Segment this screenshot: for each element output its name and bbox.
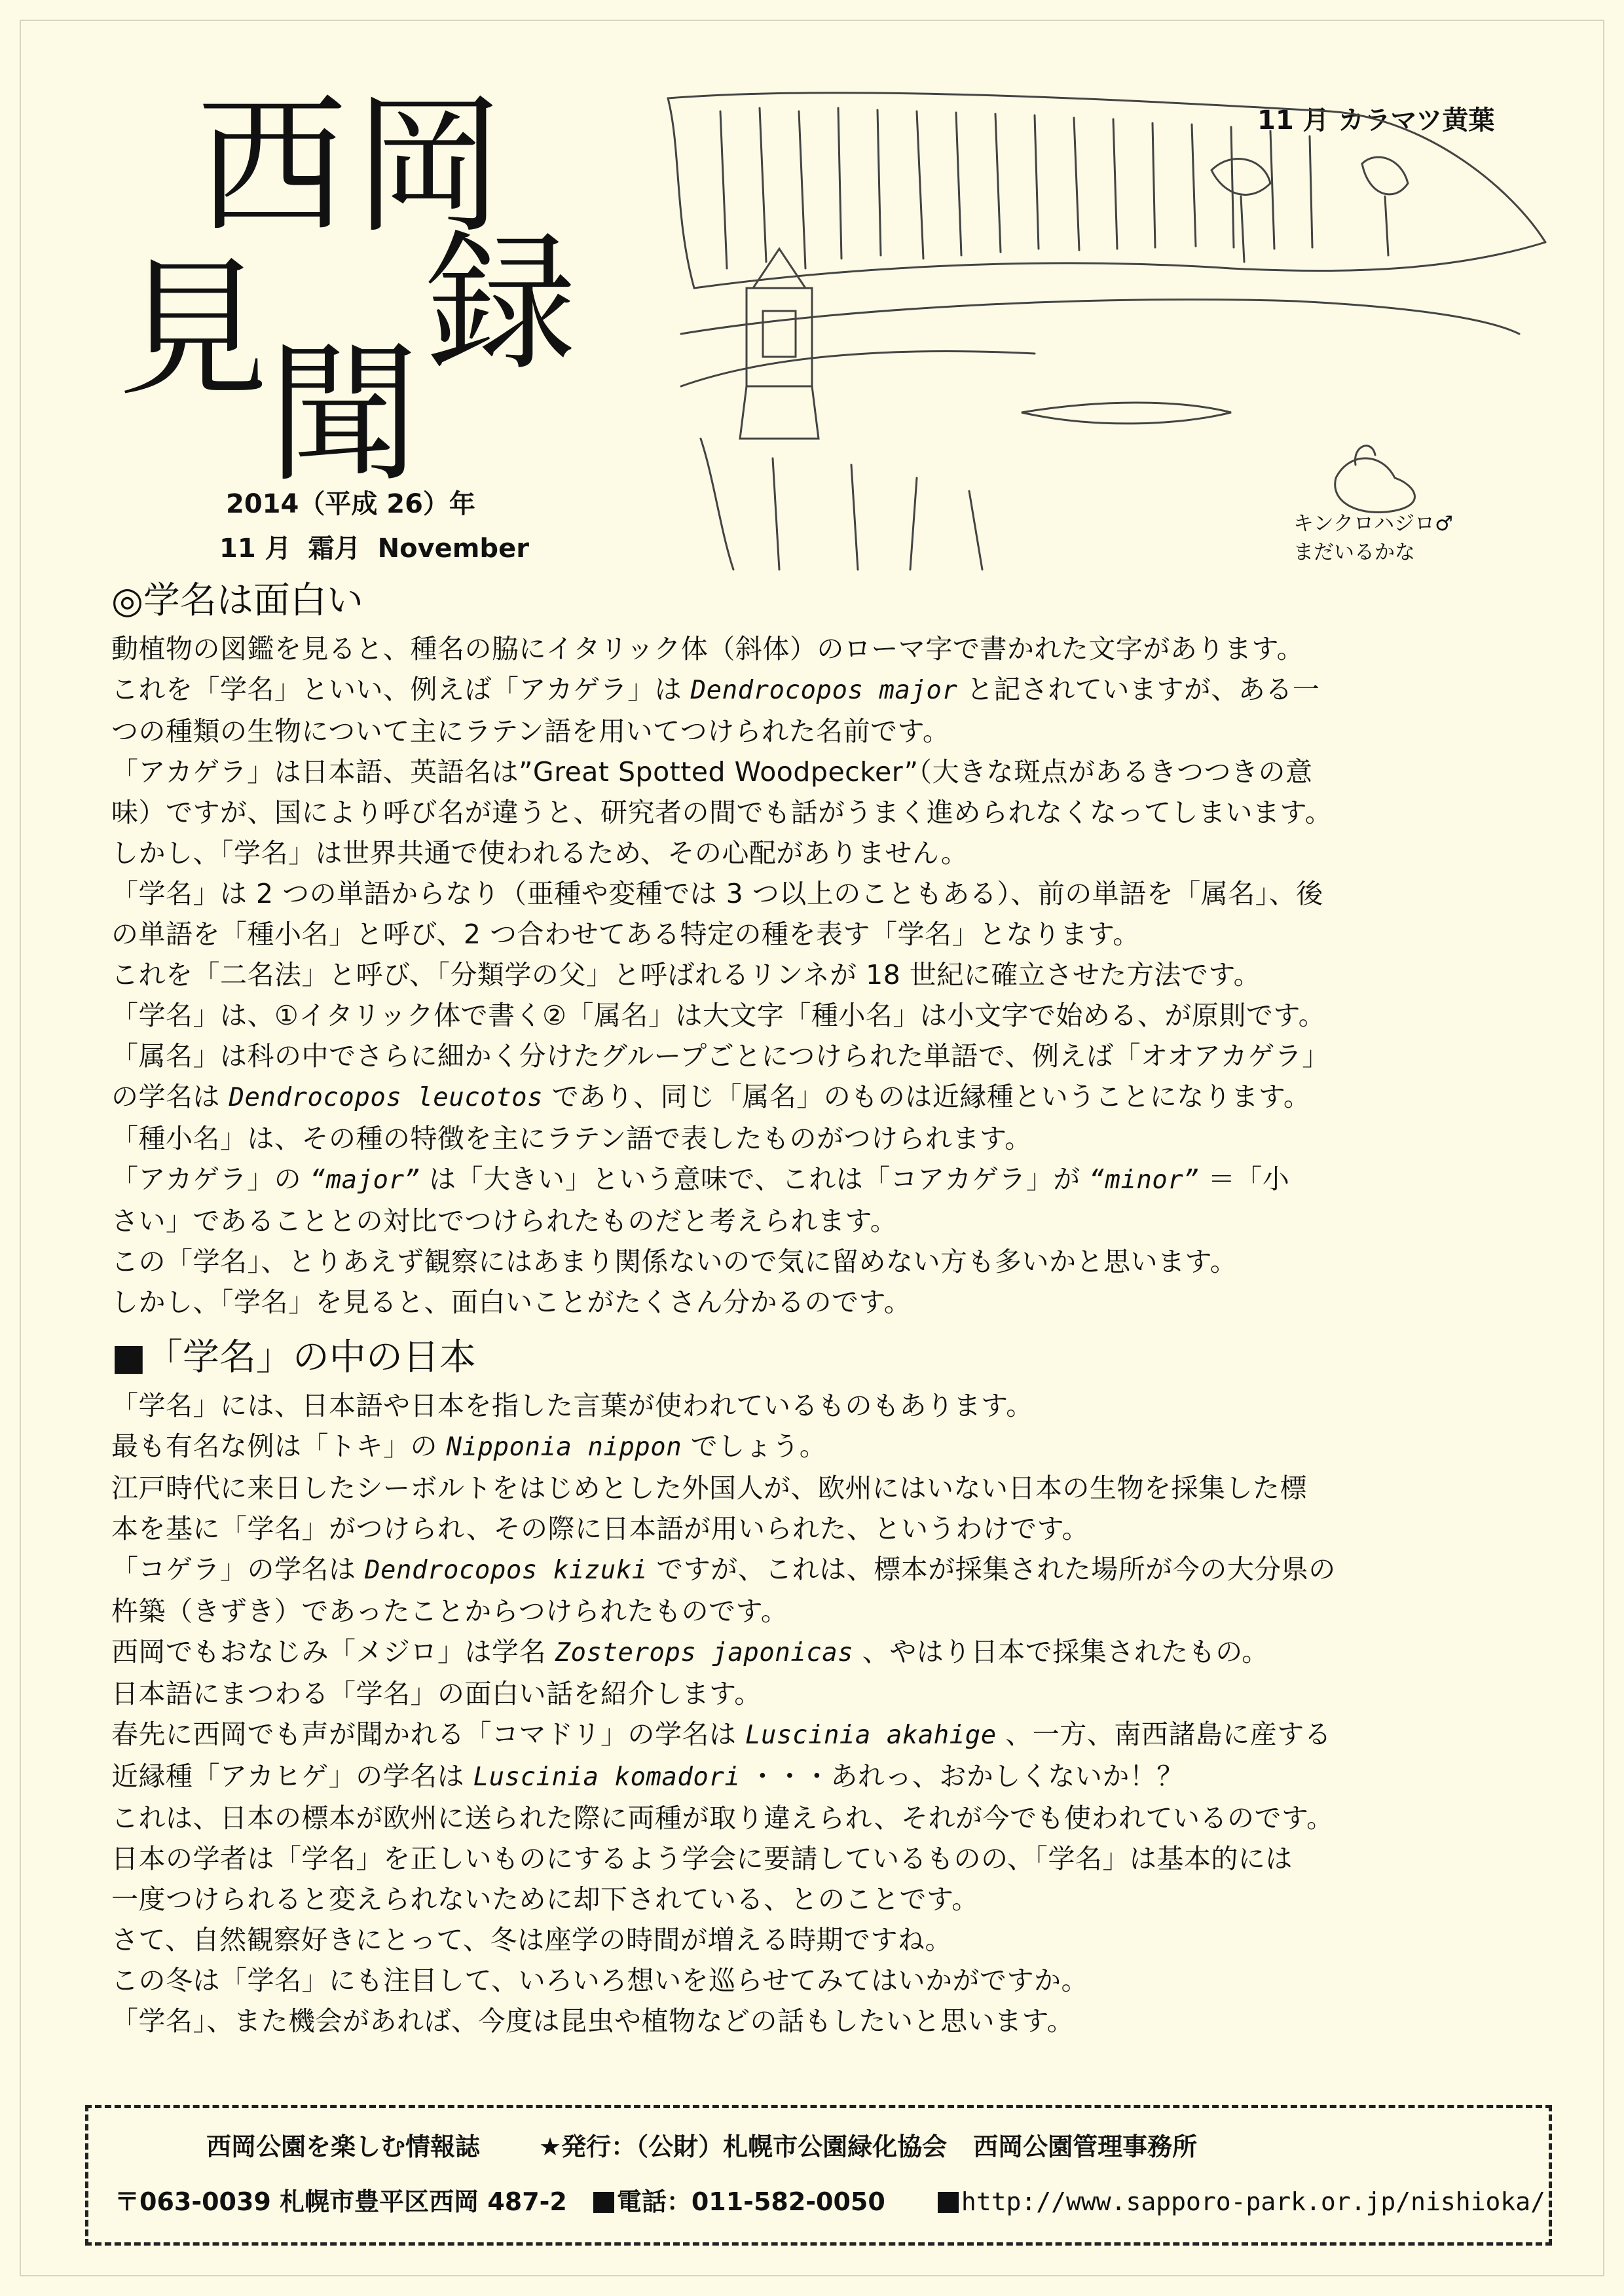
section-heading-japan-in-names: ■「学名」の中の日本	[111, 1336, 476, 1379]
article-line: しかし、「学名」は世界共通で使われるため、その心配がありません。	[111, 837, 969, 869]
masthead-char-ken: 見	[118, 243, 269, 418]
article-line: 「アカゲラ」の “major” は「大きい」という意味で、これは「コアカゲラ」が “minor” ＝「小	[111, 1163, 1290, 1195]
issue-month-english: November	[377, 534, 529, 564]
publisher-name: ★発行：（公財）札幌市公園緑化協会	[539, 2132, 948, 2161]
article-line: 動植物の図鑑を見ると、種名の脇にイタリック体（斜体）のローマ字で書かれた文字があります。	[111, 633, 1304, 665]
article-line: 「種小名」は、その種の特徴を主にラテン語で表したものがつけられます。	[111, 1123, 1032, 1154]
website-link[interactable]: http://www.sapporo-park.or.jp/nishioka/	[961, 2187, 1546, 2216]
article-line: この冬は「学名」にも注目して、いろいろ想いを巡らせてみてはいかがですか。	[111, 1965, 1088, 1996]
article-line: 「学名」は 2 つの単語からなり（亜種や変種では 3 つ以上のこともある）、前の単語を「属名」、後	[111, 878, 1323, 909]
issue-year: 2014（平成 26）年	[226, 489, 475, 519]
article-line: 味）ですが、国により呼び名が違うと、研究者の間でも話がうまく進められなくなってしまいます。	[111, 797, 1333, 828]
caption-line-2: まだいるかな	[1293, 541, 1415, 564]
phone-number: 電話：011-582-0050	[616, 2187, 885, 2216]
article-line: 「学名」は、①イタリック体で書く②「属名」は大文字「種小名」は小文字で始める、が原則です。	[111, 1000, 1326, 1031]
article-line: つの種類の生物について主にラテン語を用いてつけられた名前です。	[111, 716, 950, 747]
publisher-footer	[85, 2105, 1552, 2246]
article-line: 日本の学者は「学名」を正しいものにするよう学会に要請しているものの、「学名」は基本的には	[111, 1843, 1293, 1874]
article-line: この「学名」、とりあえず観察にはあまり関係ないので気に留めない方も多いかと思います。	[111, 1246, 1238, 1277]
article-line: 「学名」、また機会があれば、今度は昆虫や植物などの話もしたいと思います。	[111, 2005, 1075, 2037]
caption-line-1: キンクロハジロ♂	[1293, 512, 1453, 536]
masthead	[79, 79, 668, 537]
article-line: これは、日本の標本が欧州に送られた際に両種が取り違えられ、それが今でも使われているのです。	[111, 1802, 1334, 1834]
article-line: 「属名」は科の中でさらに細かく分けたグループごとにつけられた単語で、例えば「オオアカゲラ」	[111, 1040, 1329, 1072]
article-line: これを「二名法」と呼び、「分類学の父」と呼ばれるリンネが 18 世紀に確立させた方法です。	[111, 959, 1261, 991]
article-line: の学名は Dendrocopos leucotos であり、同じ「属名」のものは近縁種ということになります。	[111, 1081, 1311, 1112]
article-line: 最も有名な例は「トキ」の Nipponia nippon でしょう。	[111, 1430, 827, 1462]
section-heading-scientific-names: ◎学名は面白い	[111, 579, 363, 622]
masthead-char-bun: 聞	[268, 328, 420, 503]
illustration-caption	[1293, 509, 1453, 567]
newsletter-tagline: 西岡公園を楽しむ情報誌	[206, 2132, 481, 2161]
article-line: 本を基に「学名」がつけられ、その際に日本語が用いられた、というわけです。	[111, 1513, 1090, 1544]
bullet-square-icon	[938, 2192, 959, 2213]
issue-month	[219, 528, 546, 565]
scientific-name: Dendrocopos major	[690, 676, 958, 705]
masthead-char-oka: 岡	[354, 79, 505, 254]
masthead-char-nishi: 西	[196, 79, 348, 254]
scientific-name: Zosterops japonicas	[555, 1638, 854, 1667]
article-line: これを「学名」といい、例えば「アカゲラ」は Dendrocopos major と記されていますが、ある一	[111, 674, 1320, 705]
postal-address: 〒063-0039 札幌市豊平区西岡 487-2	[115, 2187, 567, 2216]
scientific-name: Dendrocopos kizuki	[365, 1556, 648, 1585]
article-line: 江戸時代に来日したシーボルトをはじめとした外国人が、欧州にはいない日本の生物を採集した標	[111, 1472, 1307, 1504]
scientific-name: Dendrocopos leucotos	[229, 1083, 544, 1112]
footer-row-publisher	[206, 2126, 1197, 2162]
issue-month-number: 11 月	[219, 534, 291, 564]
article-line: 一度つけられると変えられないために却下されている、とのことです。	[111, 1884, 979, 1915]
article-line: 「学名」には、日本語や日本を指した言葉が使われているものもあります。	[111, 1390, 1033, 1421]
article-line: 春先に西岡でも声が聞かれる「コマドリ」の学名は Luscinia akahige 、一方、南西諸島に産する	[111, 1719, 1332, 1750]
article-line: 日本語にまつわる「学名」の面白い話を紹介します。	[111, 1678, 762, 1709]
article-line: さて、自然観察好きにとって、冬は座学の時間が増える時期ですね。	[111, 1924, 953, 1956]
article-body	[111, 576, 1545, 2041]
scientific-name: Luscinia komadori	[473, 1762, 741, 1792]
article-line: 「アカゲラ」は日本語、英語名は”Great Spotted Woodpecker”（大きな斑点があるきつつきの意	[111, 756, 1313, 788]
scientific-name: “major”	[310, 1165, 420, 1195]
article-line: 「コゲラ」の学名は Dendrocopos kizuki ですが、これは、標本が採集された場所が今の大分県の	[111, 1554, 1336, 1585]
article-line: の単語を「種小名」と呼び、2 つ合わせてある特定の種を表す「学名」となります。	[111, 919, 1140, 950]
park-sketch-illustration	[642, 72, 1559, 583]
masthead-char-roku: 録	[426, 217, 577, 392]
article-line: 西岡でもおなじみ「メジロ」は学名 Zosterops japonicas 、やはり日本で採集されたもの。	[111, 1636, 1269, 1667]
office-name: 西岡公園管理事務所	[973, 2132, 1198, 2161]
bullet-square-icon	[593, 2192, 614, 2213]
footer-row-contact	[115, 2181, 1598, 2217]
article-line: 近縁種「アカヒゲ」の学名は Luscinia komadori ・・・あれっ、おかしくないか！？	[111, 1760, 1184, 1792]
month-topic: 11 月 カラマツ黄葉	[1257, 105, 1495, 136]
scientific-name: Luscinia akahige	[745, 1721, 997, 1750]
issue-month-japanese: 霜月	[308, 534, 361, 564]
article-line: さい」であることとの対比でつけられたものだと考えられます。	[111, 1205, 898, 1237]
scientific-name: Nipponia nippon	[446, 1432, 682, 1462]
article-line: 杵築（きずき）であったことからつけられたものです。	[111, 1595, 788, 1627]
scientific-name: “minor”	[1089, 1165, 1200, 1195]
article-line: しかし、「学名」を見ると、面白いことがたくさん分かるのです。	[111, 1286, 912, 1318]
